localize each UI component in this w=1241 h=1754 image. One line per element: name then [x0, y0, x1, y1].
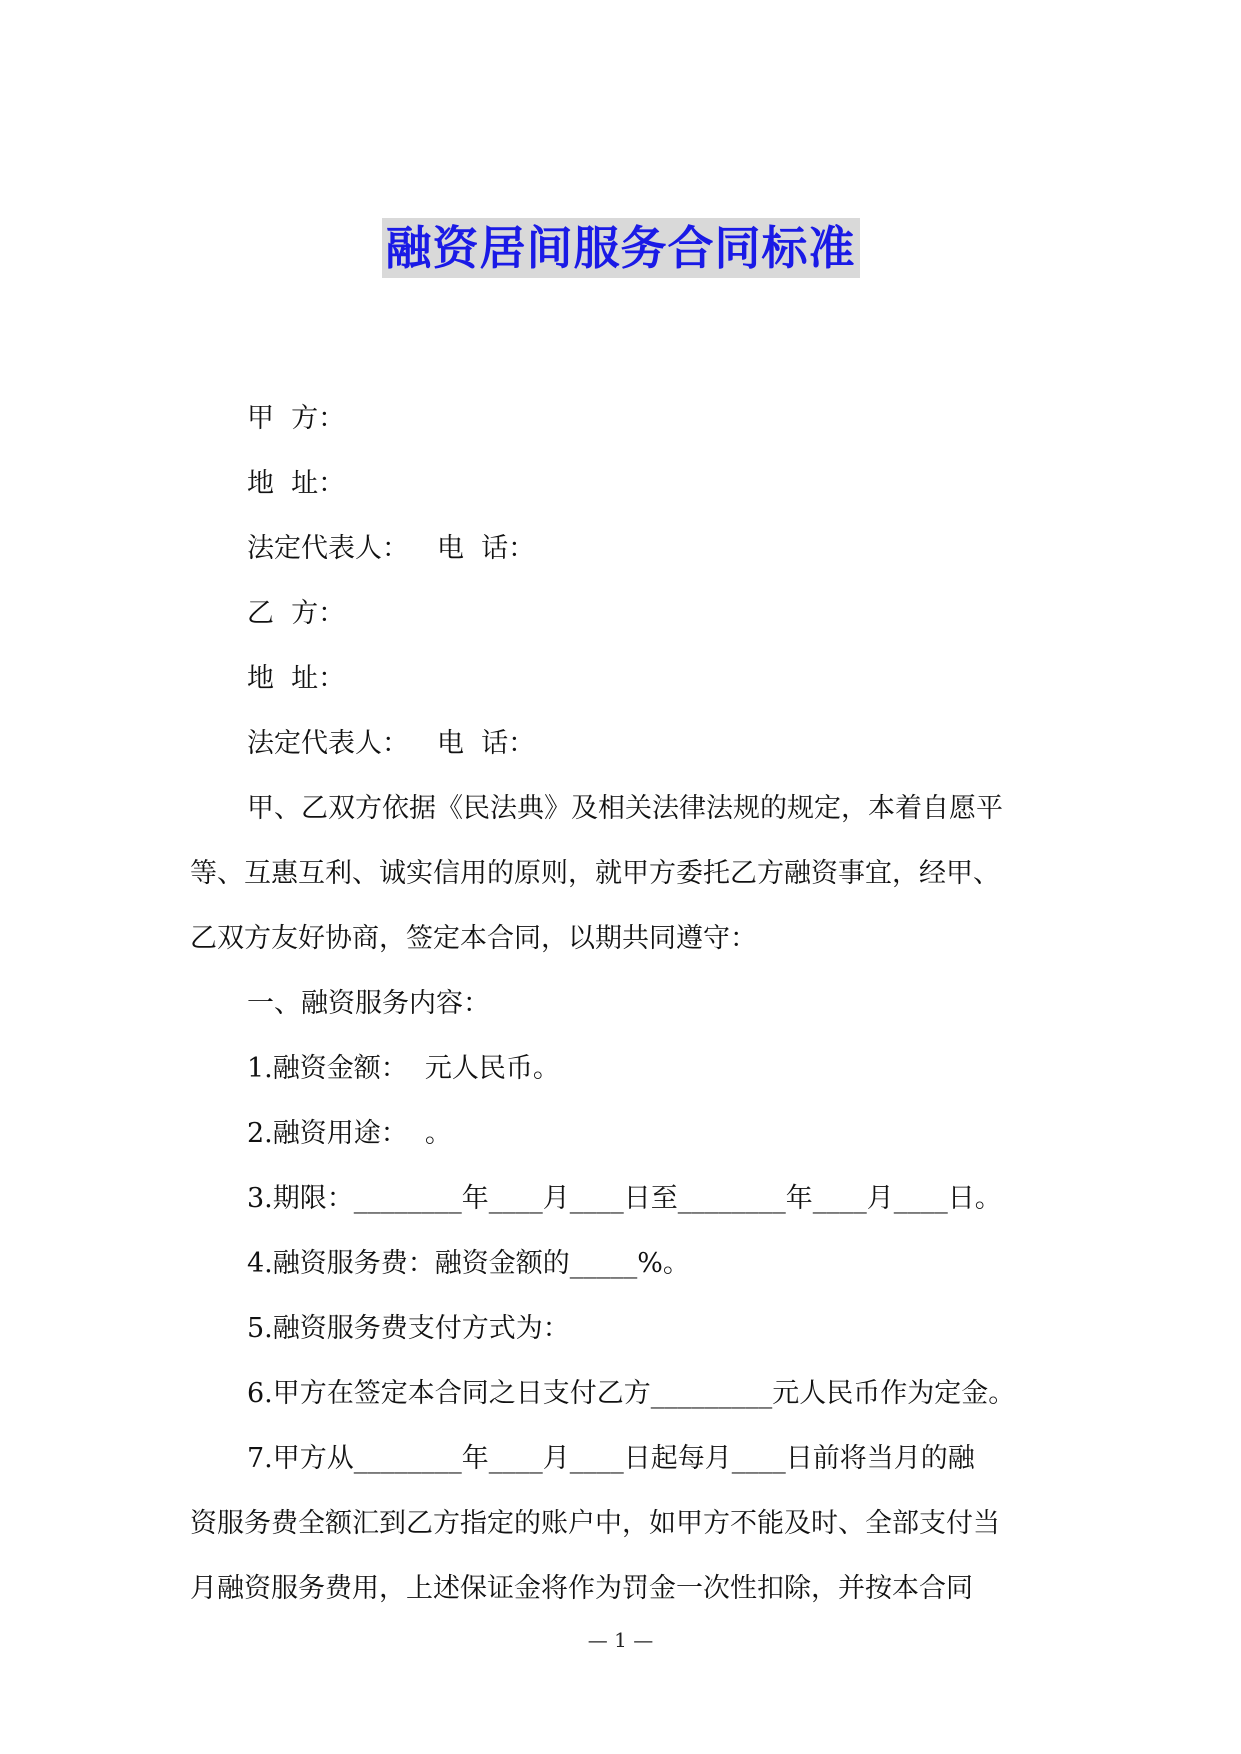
- party-b-label: 乙 方：: [247, 598, 346, 629]
- party-b-rep-label: 法定代表人：: [247, 728, 409, 759]
- item-4-fee: 4.融资服务费：融资金额的_____%。: [247, 1248, 690, 1279]
- page-number: — 1 —: [587, 1628, 654, 1652]
- document-title: 融资居间服务合同标准: [382, 218, 860, 278]
- party-a-rep-label: 法定代表人：: [247, 533, 409, 564]
- party-a-address-line: [190, 451, 1060, 516]
- title-container: [0, 218, 1241, 278]
- party-a-line: [190, 386, 1060, 451]
- party-b-address-line: [190, 646, 1060, 711]
- item-7-line-1: 7.甲方从________年____月____日起每月____日前将当月的融: [247, 1443, 975, 1474]
- party-b-address-label: 地 址：: [247, 663, 346, 694]
- party-b-phone-label: 电 话：: [437, 728, 536, 759]
- party-b-line: [190, 581, 1060, 646]
- intro-line-2: 等、互惠互利、诚实信用的原则，就甲方委托乙方融资事宜，经甲、: [190, 858, 1000, 889]
- party-a-address-label: 地 址：: [247, 468, 346, 499]
- party-a-phone-label: 电 话：: [437, 533, 536, 564]
- item-1-amount: 1.融资金额： 元人民币。: [247, 1053, 560, 1084]
- item-7-line-3: 月融资服务费用，上述保证金将作为罚金一次性扣除，并按本合同: [190, 1573, 973, 1604]
- party-a-label: 甲 方：: [247, 403, 346, 434]
- document-body: [190, 386, 1060, 1621]
- section-1-heading: 一、融资服务内容：: [247, 988, 490, 1019]
- item-5-payment-method: 5.融资服务费支付方式为：: [247, 1313, 570, 1344]
- party-a-rep-line: [190, 516, 1060, 581]
- item-3-term: 3.期限：________年____月____日至________年____月____日。: [247, 1183, 1002, 1214]
- item-2-purpose: 2.融资用途： 。: [247, 1118, 452, 1149]
- intro-line-1: 甲、乙双方依据《民法典》及相关法律法规的规定，本着自愿平: [247, 793, 1003, 824]
- item-7-line-2: 资服务费全额汇到乙方指定的账户中，如甲方不能及时、全部支付当: [190, 1508, 1000, 1539]
- party-b-rep-line: [190, 711, 1060, 776]
- intro-line-3: 乙双方友好协商，签定本合同，以期共同遵守：: [190, 923, 757, 954]
- item-6-deposit: 6.甲方在签定本合同之日支付乙方_________元人民币作为定金。: [247, 1378, 1016, 1409]
